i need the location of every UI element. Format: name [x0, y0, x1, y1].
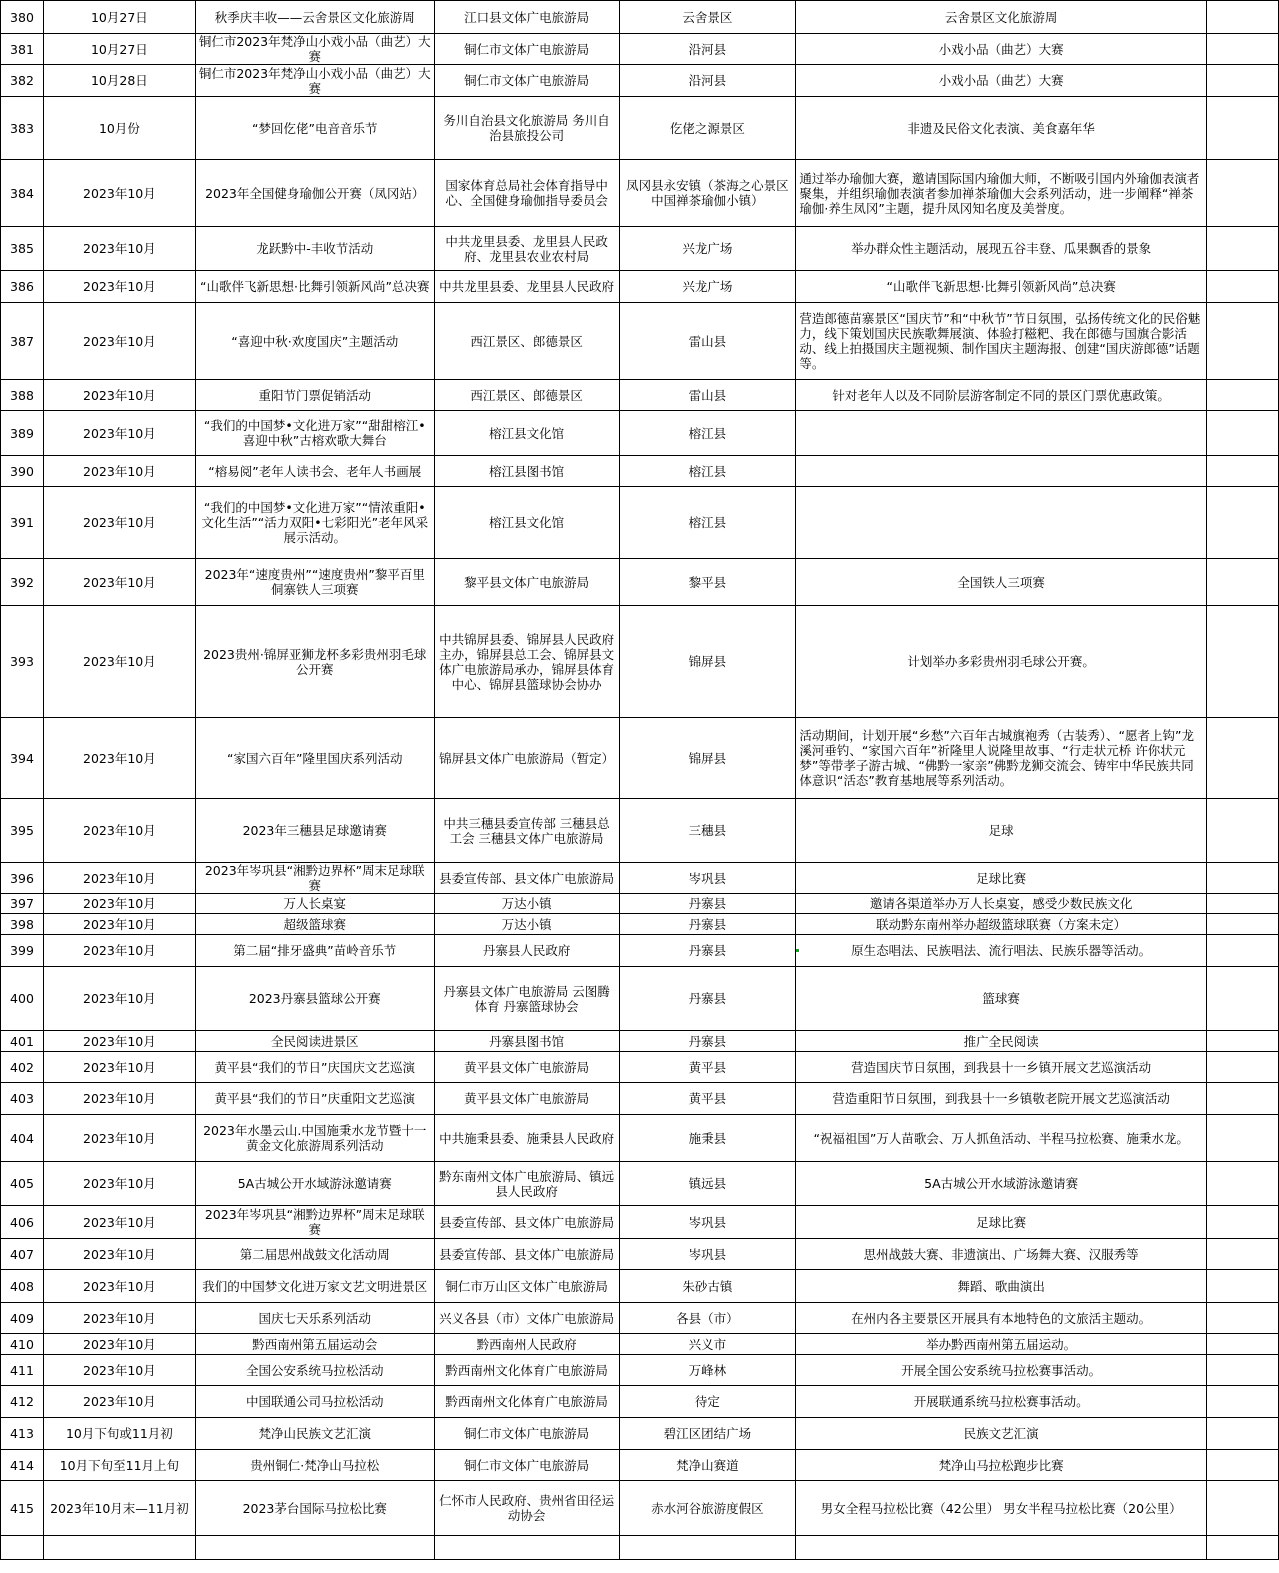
- cell-organizer[interactable]: 务川自治县文化旅游局 务川自治县旅投公司: [434, 97, 619, 160]
- cell-location[interactable]: 锦屏县: [619, 606, 796, 718]
- cell-content[interactable]: 思州战鼓大赛、非遗演出、广场舞大赛、汉服秀等: [796, 1239, 1207, 1270]
- table-row: [1, 65, 1279, 97]
- cell-number[interactable]: 385: [1, 227, 44, 271]
- cell-location[interactable]: 榕江县: [619, 411, 796, 456]
- cell-date[interactable]: 2023年10月: [43, 456, 195, 487]
- cell-content[interactable]: 营造重阳节日氛围，到我县十一乡镇敬老院开展文艺巡演活动: [796, 1083, 1207, 1115]
- cell-empty[interactable]: [1207, 1052, 1279, 1083]
- cell-activity-name[interactable]: “我们的中国梦•文化进万家”“甜甜榕江•喜迎中秋”古榕欢歌大舞台: [195, 411, 434, 456]
- cell-location[interactable]: 仡佬之源景区: [619, 97, 796, 160]
- cell-organizer[interactable]: 锦屏县文体广电旅游局（暂定）: [434, 718, 619, 799]
- cell-number[interactable]: 412: [1, 1386, 44, 1418]
- cell-date[interactable]: 2023年10月: [43, 1303, 195, 1334]
- cell-number[interactable]: 405: [1, 1162, 44, 1206]
- cell-number[interactable]: 383: [1, 97, 44, 160]
- table-row: [1, 1334, 1279, 1355]
- cell-empty[interactable]: [1207, 34, 1279, 65]
- table-row: [1, 487, 1279, 559]
- cell-number[interactable]: 392: [1, 559, 44, 606]
- table-row: [1, 863, 1279, 894]
- cell-organizer[interactable]: 国家体育总局社会体育指导中心、全国健身瑜伽指导委员会: [434, 160, 619, 227]
- table-row: [1, 1031, 1279, 1052]
- cell-empty[interactable]: [1207, 863, 1279, 894]
- cell-location[interactable]: 云舍景区: [619, 1, 796, 34]
- cell-location[interactable]: 沿河县: [619, 34, 796, 65]
- cell-empty[interactable]: [1207, 487, 1279, 559]
- table-row: [1, 1450, 1279, 1481]
- cell-content[interactable]: 计划举办多彩贵州羽毛球公开赛。: [796, 606, 1207, 718]
- cell-empty[interactable]: [619, 1536, 796, 1560]
- cell-date[interactable]: 2023年10月: [43, 1206, 195, 1239]
- cell-number[interactable]: 394: [1, 718, 44, 799]
- table-row: [1, 411, 1279, 456]
- cell-activity-name[interactable]: 贵州铜仁·梵净山马拉松: [195, 1450, 434, 1481]
- table-row: [1, 227, 1279, 271]
- cell-number[interactable]: 403: [1, 1083, 44, 1115]
- cell-date[interactable]: 10月下旬至11月上旬: [43, 1450, 195, 1481]
- cell-content[interactable]: 举办黔西南州第五届运动。: [796, 1334, 1207, 1355]
- cell-number[interactable]: 382: [1, 65, 44, 97]
- table-row: [1, 1052, 1279, 1083]
- cell-content[interactable]: 5A古城公开水域游泳邀请赛: [796, 1162, 1207, 1206]
- cell-location[interactable]: 黎平县: [619, 559, 796, 606]
- cell-date[interactable]: 2023年10月: [43, 1239, 195, 1270]
- cell-activity-name[interactable]: 超级篮球赛: [195, 914, 434, 935]
- cell-organizer[interactable]: 万达小镇: [434, 894, 619, 914]
- cell-empty[interactable]: [434, 1536, 619, 1560]
- cell-empty[interactable]: [1207, 1083, 1279, 1115]
- cell-date[interactable]: 2023年10月: [43, 894, 195, 914]
- cell-location[interactable]: 凤冈县永安镇（茶海之心景区中国禅茶瑜伽小镇）: [619, 160, 796, 227]
- table-row: [1, 34, 1279, 65]
- cell-location[interactable]: 万峰林: [619, 1355, 796, 1386]
- cell-content[interactable]: 全国铁人三项赛: [796, 559, 1207, 606]
- cell-organizer[interactable]: 江口县文体广电旅游局: [434, 1, 619, 34]
- table-row: [1, 1, 1279, 34]
- cell-activity-name[interactable]: 中国联通公司马拉松活动: [195, 1386, 434, 1418]
- cell-date[interactable]: 2023年10月: [43, 227, 195, 271]
- cell-date[interactable]: 2023年10月: [43, 1083, 195, 1115]
- cell-activity-name[interactable]: 2023年三穗县足球邀请赛: [195, 799, 434, 863]
- cell-date[interactable]: 2023年10月: [43, 1031, 195, 1052]
- cell-date[interactable]: 2023年10月: [43, 1162, 195, 1206]
- cell-organizer[interactable]: 中共龙里县委、龙里县人民政府: [434, 271, 619, 303]
- cell-empty[interactable]: [1207, 894, 1279, 914]
- cell-activity-name[interactable]: 梵净山民族文艺汇演: [195, 1418, 434, 1450]
- table-row: [1, 1536, 1279, 1560]
- table-row: [1, 894, 1279, 914]
- cell-activity-name[interactable]: 2023年全国健身瑜伽公开赛（凤冈站）: [195, 160, 434, 227]
- cell-content[interactable]: 联动黔东南州举办超级篮球联赛（方案未定）: [796, 914, 1207, 935]
- table-row: [1, 97, 1279, 160]
- cell-empty[interactable]: [43, 1536, 195, 1560]
- table-row: [1, 1162, 1279, 1206]
- cell-content[interactable]: 营造郎德苗寨景区“国庆节”和“中秋节”节日氛围，弘扬传统文化的民俗魅力，线下策划国庆民族歌舞展演、体验打糍粑、我在郎德与国旗合影活动、线上拍摄国庆主题视频、制作国庆主题海报、创建“国庆游郎德”话题等。: [796, 303, 1207, 380]
- cell-content[interactable]: 邀请各渠道举办万人长桌宴，感受少数民族文化: [796, 894, 1207, 914]
- cell-activity-name[interactable]: 我们的中国梦文化进万家文艺文明进景区: [195, 1270, 434, 1303]
- cell-empty[interactable]: [1207, 456, 1279, 487]
- cell-empty[interactable]: [1207, 1536, 1279, 1560]
- table-row: [1, 1386, 1279, 1418]
- cell-empty[interactable]: [1207, 1386, 1279, 1418]
- cell-date[interactable]: 2023年10月: [43, 967, 195, 1031]
- cell-empty[interactable]: [1207, 97, 1279, 160]
- cell-organizer[interactable]: 榕江县文化馆: [434, 411, 619, 456]
- cell-organizer[interactable]: 黔东南州文体广电旅游局、镇远县人民政府: [434, 1162, 619, 1206]
- cell-number[interactable]: 380: [1, 1, 44, 34]
- cell-activity-name[interactable]: “山歌伴飞新思想·比舞引领新风尚”总决赛: [195, 271, 434, 303]
- cell-number[interactable]: 407: [1, 1239, 44, 1270]
- cell-date[interactable]: 2023年10月: [43, 606, 195, 718]
- cell-activity-name[interactable]: 2023年岑巩县“湘黔边界杯”周末足球联赛: [195, 863, 434, 894]
- cell-content[interactable]: 小戏小品（曲艺）大赛: [796, 34, 1207, 65]
- cell-number[interactable]: 393: [1, 606, 44, 718]
- table-row: [1, 380, 1279, 411]
- table-row: [1, 1481, 1279, 1536]
- cell-number[interactable]: 390: [1, 456, 44, 487]
- cell-empty[interactable]: [1207, 718, 1279, 799]
- cell-date[interactable]: 2023年10月: [43, 160, 195, 227]
- cell-date[interactable]: 2023年10月: [43, 863, 195, 894]
- cell-date[interactable]: 2023年10月: [43, 303, 195, 380]
- cell-empty[interactable]: [1207, 1239, 1279, 1270]
- cell-content[interactable]: 活动期间，计划开展“乡愁”六百年古城旗袍秀（古装秀）、“愿者上钩”龙溪河垂钓、“家国六百年”祈隆里人说隆里故事、“行走状元桥 许你状元梦”等带孝子游古城、“佛黔一家亲”佛黔龙狮交流会、铸牢中华民族共同体意识“活态”教育基地展等系列活动。: [796, 718, 1207, 799]
- table-row: [1, 1115, 1279, 1162]
- cell-activity-name[interactable]: 铜仁市2023年梵净山小戏小品（曲艺）大赛: [195, 65, 434, 97]
- cell-empty[interactable]: [1207, 935, 1279, 967]
- table-row: [1, 967, 1279, 1031]
- cell-content[interactable]: “祝福祖国”万人苗歌会、万人抓鱼活动、半程马拉松赛、施秉水龙。: [796, 1115, 1207, 1162]
- cell-organizer[interactable]: 中共龙里县委、龙里县人民政府、龙里县农业农村局: [434, 227, 619, 271]
- cell-content[interactable]: 通过举办瑜伽大赛，邀请国际国内瑜伽大师，不断吸引国内外瑜伽表演者聚集，并组织瑜伽表演者参加禅茶瑜伽大会系列活动，进一步阐释“禅茶瑜伽·养生凤冈”主题，提升凤冈知名度及美誉度。: [796, 160, 1207, 227]
- table-row: [1, 1206, 1279, 1239]
- cell-number[interactable]: 415: [1, 1481, 44, 1536]
- cell-number[interactable]: 396: [1, 863, 44, 894]
- cell-location[interactable]: 朱砂古镇: [619, 1270, 796, 1303]
- cell-number[interactable]: 400: [1, 967, 44, 1031]
- cell-number[interactable]: 387: [1, 303, 44, 380]
- cell-number[interactable]: 397: [1, 894, 44, 914]
- cell-number[interactable]: 391: [1, 487, 44, 559]
- cell-organizer[interactable]: 黔西南州人民政府: [434, 1334, 619, 1355]
- table-row: [1, 935, 1279, 967]
- table-row: [1, 1355, 1279, 1386]
- cell-empty[interactable]: [1207, 160, 1279, 227]
- cell-organizer[interactable]: 西江景区、郎德景区: [434, 380, 619, 411]
- cell-number[interactable]: 406: [1, 1206, 44, 1239]
- cell-date[interactable]: 2023年10月: [43, 380, 195, 411]
- cell-empty[interactable]: [1207, 914, 1279, 935]
- cell-activity-name[interactable]: “家国六百年”隆里国庆系列活动: [195, 718, 434, 799]
- table-row: [1, 1083, 1279, 1115]
- cell-content[interactable]: 在州内各主要景区开展具有本地特色的文旅活主题动。: [796, 1303, 1207, 1334]
- cell-location[interactable]: 赤水河谷旅游度假区: [619, 1481, 796, 1536]
- cell-content[interactable]: “山歌伴飞新思想·比舞引领新风尚”总决赛: [796, 271, 1207, 303]
- cell-content[interactable]: 开展全国公安系统马拉松赛事活动。: [796, 1355, 1207, 1386]
- cell-content[interactable]: 推广全民阅读: [796, 1031, 1207, 1052]
- cell-empty[interactable]: [1207, 1303, 1279, 1334]
- cell-organizer[interactable]: 铜仁市文体广电旅游局: [434, 65, 619, 97]
- cell-location[interactable]: 兴龙广场: [619, 227, 796, 271]
- cell-date[interactable]: 2023年10月: [43, 799, 195, 863]
- cell-organizer[interactable]: 中共三穗县委宣传部 三穗县总工会 三穗县文体广电旅游局: [434, 799, 619, 863]
- cell-location[interactable]: 丹寨县: [619, 914, 796, 935]
- cell-organizer[interactable]: 中共锦屏县委、锦屏县人民政府主办，锦屏县总工会、锦屏县文体广电旅游局承办，锦屏县体育中心、锦屏县篮球协会协办: [434, 606, 619, 718]
- cell-activity-name[interactable]: 万人长桌宴: [195, 894, 434, 914]
- cell-date[interactable]: 2023年10月: [43, 487, 195, 559]
- cell-activity-name[interactable]: 2023年水墨云山.中国施秉水龙节暨十一黄金文化旅游周系列活动: [195, 1115, 434, 1162]
- cell-empty[interactable]: [1207, 271, 1279, 303]
- cell-number[interactable]: 410: [1, 1334, 44, 1355]
- table-row: [1, 1270, 1279, 1303]
- cell-empty[interactable]: [1207, 1031, 1279, 1052]
- cell-location[interactable]: 榕江县: [619, 456, 796, 487]
- cell-location[interactable]: 岑巩县: [619, 1239, 796, 1270]
- cell-activity-name[interactable]: 龙跃黔中-丰收节活动: [195, 227, 434, 271]
- cell-organizer[interactable]: 万达小镇: [434, 914, 619, 935]
- cell-content[interactable]: 足球: [796, 799, 1207, 863]
- cell-location[interactable]: 丹寨县: [619, 935, 796, 967]
- cell-location[interactable]: 兴龙广场: [619, 271, 796, 303]
- cell-number[interactable]: 399: [1, 935, 44, 967]
- cell-empty[interactable]: [1207, 1355, 1279, 1386]
- cell-date[interactable]: 10月27日: [43, 1, 195, 34]
- cell-organizer[interactable]: 黄平县文体广电旅游局: [434, 1083, 619, 1115]
- cell-empty[interactable]: [1, 1536, 44, 1560]
- cell-number[interactable]: 389: [1, 411, 44, 456]
- cell-organizer[interactable]: 县委宣传部、县文体广电旅游局: [434, 863, 619, 894]
- cell-empty[interactable]: [1207, 227, 1279, 271]
- cell-empty[interactable]: [1207, 411, 1279, 456]
- cell-date[interactable]: 2023年10月: [43, 1270, 195, 1303]
- cell-content[interactable]: 足球比赛: [796, 863, 1207, 894]
- cell-organizer[interactable]: 丹寨县图书馆: [434, 1031, 619, 1052]
- cell-location[interactable]: 沿河县: [619, 65, 796, 97]
- cell-organizer[interactable]: 西江景区、郎德景区: [434, 303, 619, 380]
- cell-location[interactable]: 榕江县: [619, 487, 796, 559]
- cell-content[interactable]: 非遗及民俗文化表演、美食嘉年华: [796, 97, 1207, 160]
- cell-content[interactable]: [796, 487, 1207, 559]
- cell-activity-name[interactable]: 铜仁市2023年梵净山小戏小品（曲艺）大赛: [195, 34, 434, 65]
- cell-content[interactable]: 小戏小品（曲艺）大赛: [796, 65, 1207, 97]
- cell-content[interactable]: [796, 456, 1207, 487]
- cell-empty[interactable]: [195, 1536, 434, 1560]
- cell-organizer[interactable]: 铜仁市文体广电旅游局: [434, 1450, 619, 1481]
- table-row: [1, 1418, 1279, 1450]
- cell-location[interactable]: 岑巩县: [619, 1206, 796, 1239]
- cell-number[interactable]: 384: [1, 160, 44, 227]
- cell-number[interactable]: 411: [1, 1355, 44, 1386]
- cell-content[interactable]: 男女全程马拉松比赛（42公里） 男女半程马拉松比赛（20公里）: [796, 1481, 1207, 1536]
- table-row: [1, 606, 1279, 718]
- cell-activity-name[interactable]: 2023茅台国际马拉松比赛: [195, 1481, 434, 1536]
- cell-number[interactable]: 388: [1, 380, 44, 411]
- cell-location[interactable]: 岑巩县: [619, 863, 796, 894]
- cell-organizer[interactable]: 黔西南州文化体育广电旅游局: [434, 1386, 619, 1418]
- cell-activity-name[interactable]: “我们的中国梦•文化进万家”“情浓重阳•文化生活”“活力双阳•七彩阳光”老年风采展示活动。: [195, 487, 434, 559]
- cell-activity-name[interactable]: 全民阅读进景区: [195, 1031, 434, 1052]
- cell-date[interactable]: 2023年10月: [43, 411, 195, 456]
- cell-date[interactable]: 2023年10月: [43, 1334, 195, 1355]
- cell-activity-name[interactable]: 2023年“速度贵州”“速度贵州”黎平百里侗寨铁人三项赛: [195, 559, 434, 606]
- cell-date[interactable]: 10月下旬或11月初: [43, 1418, 195, 1450]
- cell-date[interactable]: 2023年10月: [43, 935, 195, 967]
- cell-number[interactable]: 402: [1, 1052, 44, 1083]
- cell-location[interactable]: 施秉县: [619, 1115, 796, 1162]
- cell-content[interactable]: 举办群众性主题活动，展现五谷丰登、瓜果飘香的景象: [796, 227, 1207, 271]
- cell-date[interactable]: 2023年10月: [43, 1386, 195, 1418]
- cell-number[interactable]: 401: [1, 1031, 44, 1052]
- cell-empty[interactable]: [1207, 380, 1279, 411]
- cell-number[interactable]: 409: [1, 1303, 44, 1334]
- cell-date[interactable]: 2023年10月: [43, 1115, 195, 1162]
- cell-activity-name[interactable]: 第二届思州战鼓文化活动周: [195, 1239, 434, 1270]
- cell-location[interactable]: 三穗县: [619, 799, 796, 863]
- cell-activity-name[interactable]: 2023贵州·锦屏亚狮龙杯多彩贵州羽毛球公开赛: [195, 606, 434, 718]
- cell-activity-name[interactable]: 第二届“排牙盛典”苗岭音乐节: [195, 935, 434, 967]
- cell-organizer[interactable]: 黔西南州文化体育广电旅游局: [434, 1355, 619, 1386]
- cell-activity-name[interactable]: 秋季庆丰收——云舍景区文化旅游周: [195, 1, 434, 34]
- table-row: [1, 456, 1279, 487]
- cell-organizer[interactable]: 县委宣传部、县文体广电旅游局: [434, 1239, 619, 1270]
- cell-location[interactable]: 黄平县: [619, 1052, 796, 1083]
- cell-date[interactable]: 2023年10月: [43, 718, 195, 799]
- cell-activity-name[interactable]: “榕易阅”老年人读书会、老年人书画展: [195, 456, 434, 487]
- table-row: [1, 1239, 1279, 1270]
- cell-activity-name[interactable]: 5A古城公开水域游泳邀请赛: [195, 1162, 434, 1206]
- cell-content[interactable]: 营造国庆节日氛围，到我县十一乡镇开展文艺巡演活动: [796, 1052, 1207, 1083]
- cell-empty[interactable]: [1207, 799, 1279, 863]
- cell-number[interactable]: 414: [1, 1450, 44, 1481]
- cell-empty[interactable]: [1207, 606, 1279, 718]
- cell-location[interactable]: 镇远县: [619, 1162, 796, 1206]
- cell-number[interactable]: 398: [1, 914, 44, 935]
- cell-content[interactable]: 足球比赛: [796, 1206, 1207, 1239]
- cell-location[interactable]: 兴义市: [619, 1334, 796, 1355]
- cell-activity-name[interactable]: 全国公安系统马拉松活动: [195, 1355, 434, 1386]
- cell-content[interactable]: [796, 411, 1207, 456]
- cell-activity-name[interactable]: 国庆七天乐系列活动: [195, 1303, 434, 1334]
- cell-organizer[interactable]: 铜仁市文体广电旅游局: [434, 1418, 619, 1450]
- table-row: [1, 160, 1279, 227]
- cell-location[interactable]: 待定: [619, 1386, 796, 1418]
- cell-date[interactable]: 2023年10月: [43, 559, 195, 606]
- cell-organizer[interactable]: 榕江县图书馆: [434, 456, 619, 487]
- cell-empty[interactable]: [1207, 1115, 1279, 1162]
- cell-organizer[interactable]: 黄平县文体广电旅游局: [434, 1052, 619, 1083]
- cell-empty[interactable]: [1207, 1206, 1279, 1239]
- cell-organizer[interactable]: 兴义各县（市）文体广电旅游局: [434, 1303, 619, 1334]
- cell-number[interactable]: 395: [1, 799, 44, 863]
- cell-location[interactable]: 丹寨县: [619, 967, 796, 1031]
- cell-organizer[interactable]: 中共施秉县委、施秉县人民政府: [434, 1115, 619, 1162]
- cell-location[interactable]: 雷山县: [619, 380, 796, 411]
- cell-number[interactable]: 404: [1, 1115, 44, 1162]
- cell-location[interactable]: 碧江区团结广场: [619, 1418, 796, 1450]
- cell-location[interactable]: 各县（市）: [619, 1303, 796, 1334]
- cell-location[interactable]: 梵净山赛道: [619, 1450, 796, 1481]
- cell-organizer[interactable]: 丹寨县人民政府: [434, 935, 619, 967]
- cell-empty[interactable]: [1207, 1450, 1279, 1481]
- table-row: [1, 914, 1279, 935]
- cell-organizer[interactable]: 丹寨县文体广电旅游局 云图腾体育 丹寨篮球协会: [434, 967, 619, 1031]
- table-body: [1, 1, 1279, 1560]
- cell-date[interactable]: 10月28日: [43, 65, 195, 97]
- table-row: [1, 1303, 1279, 1334]
- cell-date[interactable]: 2023年10月: [43, 1355, 195, 1386]
- cell-number[interactable]: 386: [1, 271, 44, 303]
- cell-location[interactable]: 丹寨县: [619, 894, 796, 914]
- table-row: [1, 718, 1279, 799]
- cell-number[interactable]: 408: [1, 1270, 44, 1303]
- cell-organizer[interactable]: 县委宣传部、县文体广电旅游局: [434, 1206, 619, 1239]
- cell-location[interactable]: 锦屏县: [619, 718, 796, 799]
- table-row: [1, 303, 1279, 380]
- cell-date[interactable]: 10月27日: [43, 34, 195, 65]
- cell-activity-name[interactable]: 黔西南州第五届运动会: [195, 1334, 434, 1355]
- cell-content[interactable]: 舞蹈、歌曲演出: [796, 1270, 1207, 1303]
- table-row: [1, 271, 1279, 303]
- cell-activity-name[interactable]: 2023丹寨县篮球公开赛: [195, 967, 434, 1031]
- cell-location[interactable]: 雷山县: [619, 303, 796, 380]
- cell-empty[interactable]: [1207, 559, 1279, 606]
- cell-empty[interactable]: [1207, 1481, 1279, 1536]
- cell-content[interactable]: 开展联通系统马拉松赛事活动。: [796, 1386, 1207, 1418]
- cell-empty[interactable]: [1207, 1334, 1279, 1355]
- table-row: [1, 799, 1279, 863]
- cell-content[interactable]: 民族文艺汇演: [796, 1418, 1207, 1450]
- cell-empty[interactable]: [1207, 1270, 1279, 1303]
- cell-empty[interactable]: [1207, 1418, 1279, 1450]
- cell-activity-name[interactable]: 2023年岑巩县“湘黔边界杯”周末足球联赛: [195, 1206, 434, 1239]
- cell-activity-name[interactable]: “梦回仡佬”电音音乐节: [195, 97, 434, 160]
- cell-content[interactable]: 针对老年人以及不同阶层游客制定不同的景区门票优惠政策。: [796, 380, 1207, 411]
- cell-activity-name[interactable]: “喜迎中秋·欢度国庆”主题活动: [195, 303, 434, 380]
- cell-organizer[interactable]: 铜仁市文体广电旅游局: [434, 34, 619, 65]
- cell-content[interactable]: 梵净山马拉松跑步比赛: [796, 1450, 1207, 1481]
- cell-empty[interactable]: [1207, 967, 1279, 1031]
- cell-empty[interactable]: [1207, 1, 1279, 34]
- cell-empty[interactable]: [796, 1536, 1207, 1560]
- cell-organizer[interactable]: 黎平县文体广电旅游局: [434, 559, 619, 606]
- cell-number[interactable]: 381: [1, 34, 44, 65]
- cell-date[interactable]: 2023年10月: [43, 914, 195, 935]
- cell-number[interactable]: 413: [1, 1418, 44, 1450]
- cell-organizer[interactable]: 榕江县文化馆: [434, 487, 619, 559]
- cell-empty[interactable]: [1207, 303, 1279, 380]
- cell-fill-handle[interactable]: [796, 949, 799, 952]
- cell-location[interactable]: 黄平县: [619, 1083, 796, 1115]
- cell-location[interactable]: 丹寨县: [619, 1031, 796, 1052]
- cell-organizer[interactable]: 铜仁市万山区文体广电旅游局: [434, 1270, 619, 1303]
- cell-content[interactable]: 原生态唱法、民族唱法、流行唱法、民族乐器等活动。: [796, 935, 1207, 967]
- cell-date[interactable]: 2023年10月末—11月初: [43, 1481, 195, 1536]
- cell-content[interactable]: 篮球赛: [796, 967, 1207, 1031]
- cell-activity-name[interactable]: 重阳节门票促销活动: [195, 380, 434, 411]
- cell-activity-name[interactable]: 黄平县“我们的节日”庆重阳文艺巡演: [195, 1083, 434, 1115]
- cell-activity-name[interactable]: 黄平县“我们的节日”庆国庆文艺巡演: [195, 1052, 434, 1083]
- cell-date[interactable]: 10月份: [43, 97, 195, 160]
- cell-date[interactable]: 2023年10月: [43, 1052, 195, 1083]
- table-row: [1, 559, 1279, 606]
- cell-content[interactable]: 云舍景区文化旅游周: [796, 1, 1207, 34]
- cell-organizer[interactable]: 仁怀市人民政府、贵州省田径运动协会: [434, 1481, 619, 1536]
- cell-empty[interactable]: [1207, 1162, 1279, 1206]
- cell-date[interactable]: 2023年10月: [43, 271, 195, 303]
- cell-empty[interactable]: [1207, 65, 1279, 97]
